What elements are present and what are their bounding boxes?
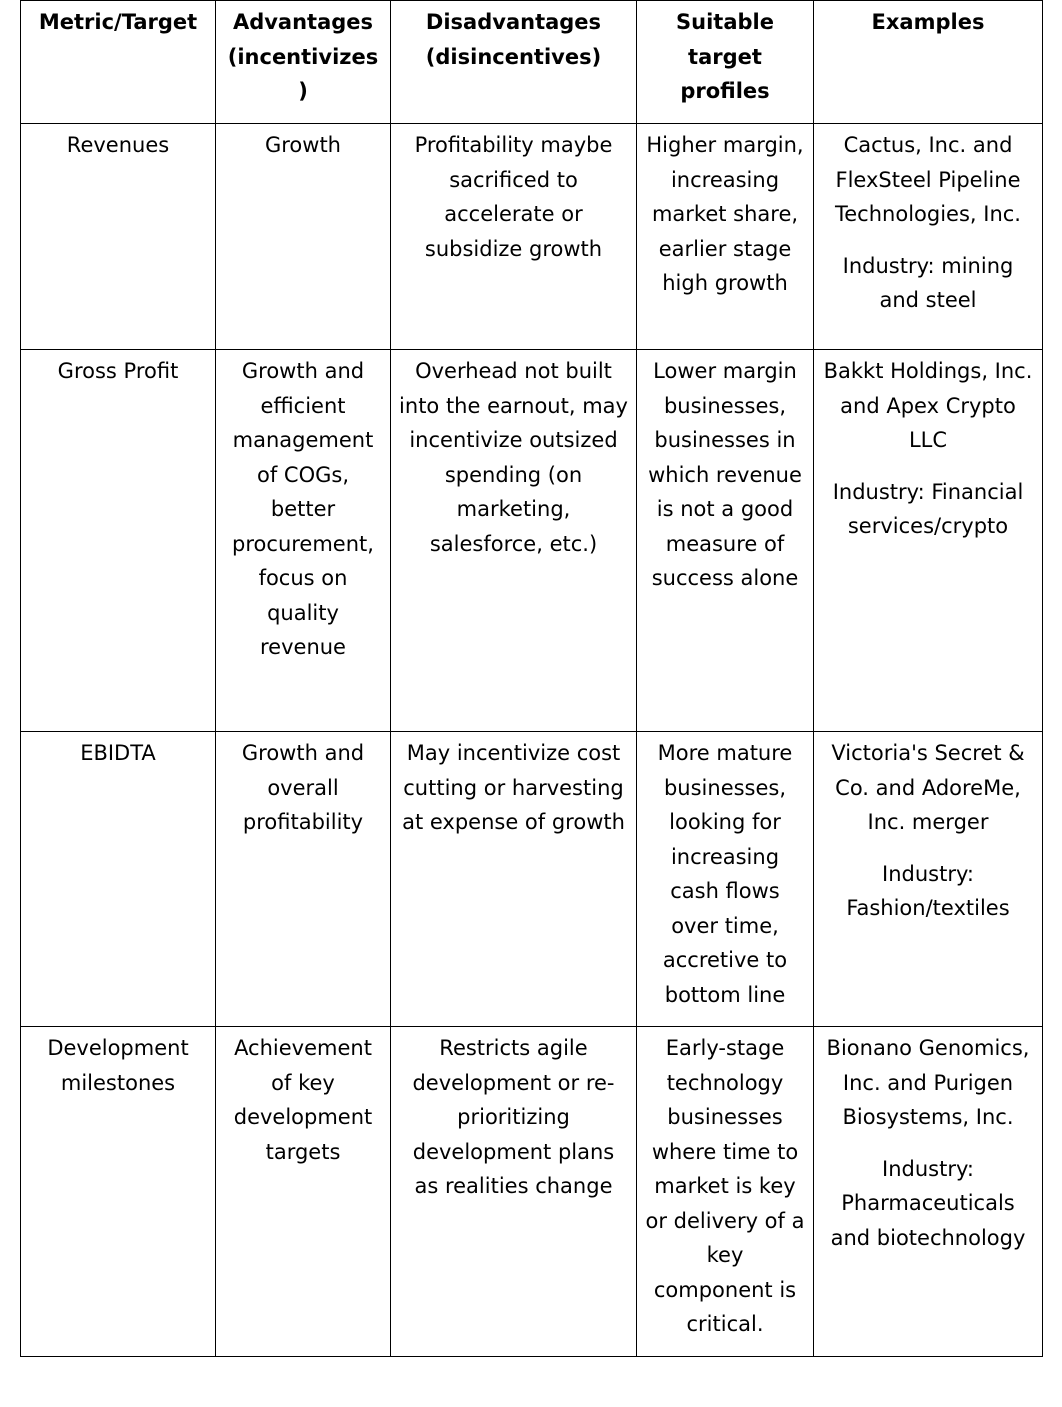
header-advantages: Advantages (incentivizes) xyxy=(216,1,391,124)
example-companies: Cactus, Inc. and FlexSteel Pipeline Technologies, Inc. xyxy=(835,133,1021,226)
earnout-metrics-table xyxy=(20,0,1043,1357)
header-examples: Examples xyxy=(814,1,1043,124)
cell-examples xyxy=(814,350,1043,732)
cell-profiles: Higher margin, increasing market share, earlier stage high growth xyxy=(637,124,814,350)
table-row xyxy=(21,1027,1043,1357)
cell-advantages: Growth xyxy=(216,124,391,350)
cell-examples xyxy=(814,124,1043,350)
cell-examples xyxy=(814,1027,1043,1357)
example-industry: Industry: mining and steel xyxy=(842,253,1014,312)
example-companies: Bionano Genomics, Inc. and Purigen Biosystems, Inc. xyxy=(826,1036,1030,1129)
cell-disadvantages: May incentivize cost cutting or harvesting at expense of growth xyxy=(391,732,637,1027)
cell-advantages: Achievement of key development targets xyxy=(216,1027,391,1357)
cell-profiles: More mature businesses, looking for increasing cash flows over time, accretive to bottom line xyxy=(637,732,814,1027)
example-industry: Industry: Fashion/textiles xyxy=(846,861,1010,920)
example-companies: Bakkt Holdings, Inc. and Apex Crypto LLC xyxy=(823,359,1033,452)
cell-examples xyxy=(814,732,1043,1027)
cell-profiles: Early-stage technology businesses where time to market is key or delivery of a key component is critical. xyxy=(637,1027,814,1357)
header-disadvantages: Disadvantages (disincentives) xyxy=(391,1,637,124)
cell-disadvantages: Overhead not built into the earnout, may incentivize outsized spending (on marketing, salesforce, etc.) xyxy=(391,350,637,732)
table-row xyxy=(21,124,1043,350)
cell-metric: EBIDTA xyxy=(21,732,216,1027)
cell-advantages: Growth and overall profitability xyxy=(216,732,391,1027)
cell-advantages: Growth and efficient management of COGs, better procurement, focus on quality revenue xyxy=(216,350,391,732)
example-companies: Victoria's Secret & Co. and AdoreMe, Inc. merger xyxy=(831,741,1025,834)
example-industry: Industry: Pharmaceuticals and biotechnology xyxy=(830,1156,1026,1250)
cell-disadvantages: Profitability maybe sacrificed to accelerate or subsidize growth xyxy=(391,124,637,350)
example-industry: Industry: Financial services/crypto xyxy=(832,479,1024,538)
cell-profiles: Lower margin businesses, businesses in which revenue is not a good measure of success alone xyxy=(637,350,814,732)
cell-disadvantages: Restricts agile development or re-prioritizing development plans as realities change xyxy=(391,1027,637,1357)
cell-metric: Gross Profit xyxy=(21,350,216,732)
header-suitable-target-profiles: Suitable target profiles xyxy=(637,1,814,124)
header-metric-target: Metric/Target xyxy=(21,1,216,124)
table-header-row xyxy=(21,1,1043,124)
cell-metric: Revenues xyxy=(21,124,216,350)
cell-metric: Development milestones xyxy=(21,1027,216,1357)
table-row xyxy=(21,732,1043,1027)
table-row xyxy=(21,350,1043,732)
